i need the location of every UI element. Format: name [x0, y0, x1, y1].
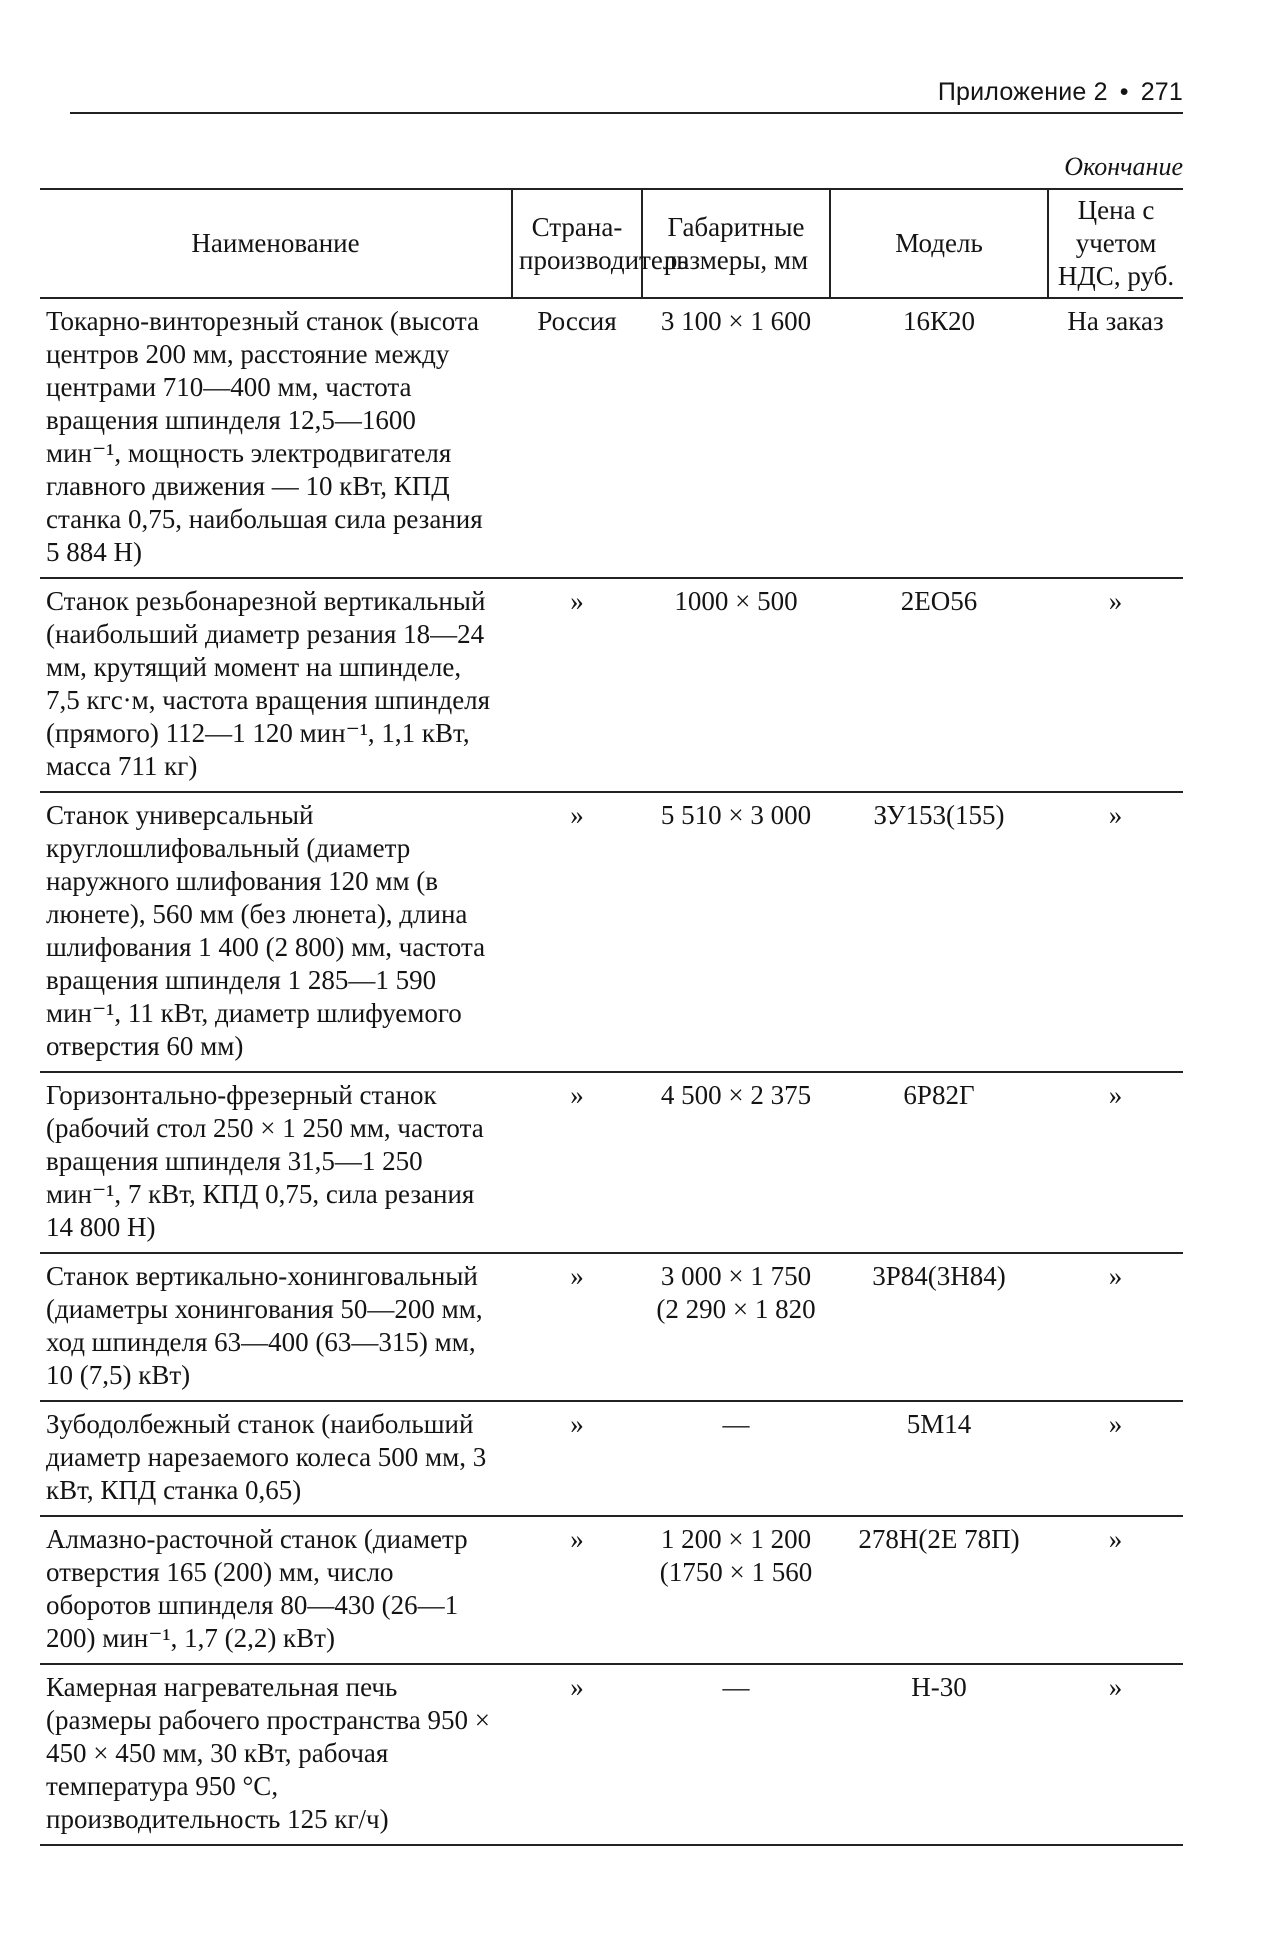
row-model: 5М14 [830, 1401, 1048, 1516]
row-price: » [1048, 792, 1183, 1072]
row-name: Зубодолбежный станок (наибольший диаметр нарезаемого колеса 500 мм, 3 кВт, КПД станка 0,65) [40, 1401, 512, 1516]
running-head-separator: • [1119, 78, 1129, 106]
running-head-title: Приложение 2 [937, 78, 1108, 106]
row-country: » [512, 1401, 642, 1516]
table-row [40, 1664, 1183, 1845]
row-dimensions: 3 000 × 1 750 (2 290 × 1 820 [642, 1253, 830, 1401]
table-row [40, 1516, 1183, 1664]
row-name: Горизонтально-фрезерный станок (рабочий стол 250 × 1 250 мм, частота вращения шпинделя 31,5—1 250 мин⁻¹, 7 кВт, КПД 0,75, сила резания 14 800 Н) [40, 1072, 512, 1253]
row-dimensions: 1000 × 500 [642, 578, 830, 792]
header-country: Страна-производитель [512, 189, 642, 298]
row-name: Станок универсальный круглошлифовальный (диаметр наружного шлифования 120 мм (в люнете), 560 мм (без люнета), длина шлифования 1 400 (2 800) мм, частота вращения шпинделя 1 285—1 590 мин⁻¹, 11 кВт, диаметр шлифуемого отверстия 60 мм) [40, 792, 512, 1072]
table-row [40, 578, 1183, 792]
table-row [40, 792, 1183, 1072]
row-name: Алмазно-расточной станок (диаметр отверстия 165 (200) мм, число оборотов шпинделя 80—430 (26—1 200) мин⁻¹, 1,7 (2,2) кВт) [40, 1516, 512, 1664]
row-name: Камерная нагревательная печь (размеры рабочего пространства 950 × 450 × 450 мм, 30 кВт, рабочая температура 950 °С, производительность 125 кг/ч) [40, 1664, 512, 1845]
row-price: » [1048, 1253, 1183, 1401]
row-dimensions: 1 200 × 1 200 (1750 × 1 560 [642, 1516, 830, 1664]
row-name: Токарно-винторезный станок (высота центров 200 мм, расстояние между центрами 710—400 мм, частота вращения шпинделя 12,5—1600 мин⁻¹, мощность электродвигателя главного движения — 10 кВт, КПД станка 0,75, наибольшая сила резания 5 884 Н) [40, 298, 512, 578]
row-country: » [512, 1253, 642, 1401]
row-model: 6Р82Г [830, 1072, 1048, 1253]
header-dimensions: Габаритные размеры, мм [642, 189, 830, 298]
row-dimensions: 3 100 × 1 600 [642, 298, 830, 578]
row-dimensions: 4 500 × 2 375 [642, 1072, 830, 1253]
row-model: ЗУ153(155) [830, 792, 1048, 1072]
page-number: 271 [1140, 78, 1183, 106]
header-price: Цена с учетом НДС, руб. [1048, 189, 1183, 298]
continuation-label: Окончание [1064, 152, 1183, 181]
header-model: Модель [830, 189, 1048, 298]
row-price: » [1048, 1072, 1183, 1253]
row-country: » [512, 1516, 642, 1664]
row-country: » [512, 578, 642, 792]
table-row [40, 1401, 1183, 1516]
row-dimensions: 5 510 × 3 000 [642, 792, 830, 1072]
row-model: Н-30 [830, 1664, 1048, 1845]
row-dimensions: — [642, 1401, 830, 1516]
row-country: » [512, 1072, 642, 1253]
table-row [40, 1253, 1183, 1401]
row-price: » [1048, 578, 1183, 792]
table-row [40, 298, 1183, 578]
row-price: На заказ [1048, 298, 1183, 578]
running-head [700, 78, 1183, 107]
row-country: » [512, 1664, 642, 1845]
row-price: » [1048, 1664, 1183, 1845]
table-row [40, 1072, 1183, 1253]
table-header-row [40, 189, 1183, 298]
row-price: » [1048, 1516, 1183, 1664]
row-name: Станок вертикально-хонинговальный (диаметры хонингования 50—200 мм, ход шпинделя 63—400 (63—315) мм, 10 (7,5) кВт) [40, 1253, 512, 1401]
row-country: » [512, 792, 642, 1072]
row-model: 3Р84(3Н84) [830, 1253, 1048, 1401]
row-model: 16К20 [830, 298, 1048, 578]
row-model: 2ЕО56 [830, 578, 1048, 792]
row-dimensions: — [642, 1664, 830, 1845]
row-name: Станок резьбонарезной вертикальный (наибольший диаметр резания 18—24 мм, крутящий момент на шпинделе, 7,5 кгс·м, частота вращения шпинделя (прямого) 112—1 120 мин⁻¹, 1,1 кВт, масса 711 кг) [40, 578, 512, 792]
row-price: » [1048, 1401, 1183, 1516]
header-name: Наименование [40, 189, 512, 298]
row-country: Россия [512, 298, 642, 578]
equipment-table [40, 188, 1183, 1846]
row-model: 278Н(2Е 78П) [830, 1516, 1048, 1664]
header-rule [70, 112, 1183, 114]
